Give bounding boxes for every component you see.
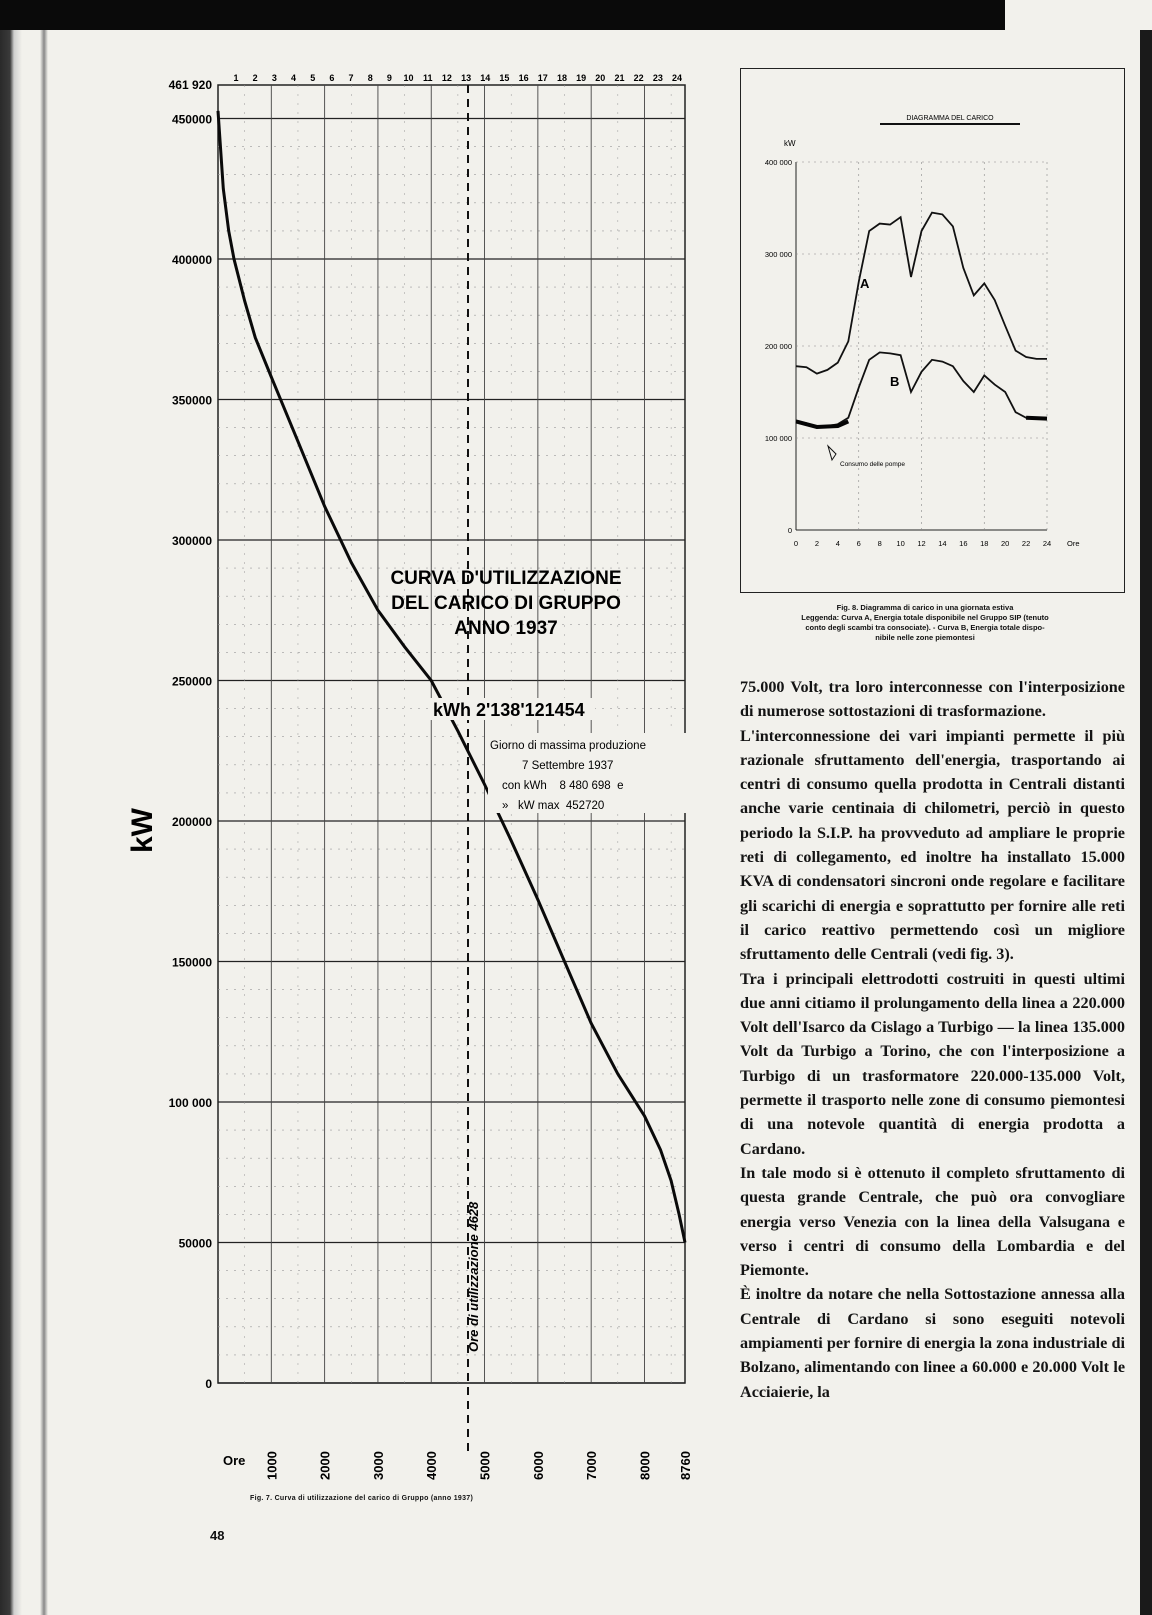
fig7-y-tick-label: 450000 — [171, 112, 212, 127]
fig7-x-tick-label: 8760 — [678, 1451, 693, 1480]
fig7-max-day-line-1: Giorno di massima produzione — [490, 740, 646, 752]
scan-right-border — [1140, 30, 1152, 1615]
fig7-x-tick-label: 3000 — [370, 1451, 386, 1480]
fig7-x-tick-label: 1000 — [264, 1451, 280, 1480]
fig7-hour-tick: 4 — [291, 73, 297, 83]
fig7-max-day-line-4: » kW max 452720 — [502, 800, 605, 812]
fig7-y-tick-label: 50000 — [178, 1236, 212, 1251]
fig7-y-tick-label: 150000 — [171, 955, 212, 970]
fig7-y-max-label: 461 920 — [168, 78, 212, 92]
paragraph: È inoltre da notare che nella Sottostazione annessa alla Centrale di Cardano si sono eseguiti notevoli ampiamenti per fornire di energia la zona industriale di Bolzano, alimentando con linee a 60.000 e 20.000 Volt le Acciaierie, la — [740, 1285, 1125, 1401]
fig7-hour-tick: 13 — [461, 73, 472, 83]
fig8-caption — [735, 603, 1115, 643]
fig8-caption-line-4: nibile nelle zone piemontesi — [875, 633, 975, 642]
fig7-hour-tick: 2 — [252, 73, 258, 83]
fig7-hour-tick: 10 — [403, 73, 414, 83]
fig8-title: DIAGRAMMA DEL CARICO — [906, 115, 994, 122]
fig7-hour-tick: 3 — [271, 73, 277, 83]
paragraph: Tra i principali elettrodotti costruiti in questi ultimi due anni citiamo il prolungamento della linea a 220.000 Volt dell'Isarco da Cislago a Turbigo — la linea 135.000 Volt da Turbigo a Torino, che con l'interposizione a Turbigo di un trasformatore 220.000-135.000 Volt, permette il trasporto nelle zone di consumo piemontesi di una notevole quantità di energia prodotta a Cardano. — [740, 969, 1125, 1158]
fig7-x-tick-label: 8000 — [637, 1451, 653, 1480]
fig7-title-line-2: DEL CARICO DI GRUPPO — [391, 593, 621, 614]
scan-left-binding — [0, 30, 70, 1615]
fig7-hour-tick: 14 — [480, 73, 491, 83]
fig8-x-tick-label: 18 — [980, 539, 989, 548]
fig8-daily-load-chart — [740, 68, 1125, 593]
fig7-title — [390, 568, 621, 639]
fig8-x-tick-label: 8 — [877, 539, 882, 548]
fig7-hour-tick: 17 — [537, 73, 548, 83]
fig7-hour-tick: 1 — [233, 73, 239, 83]
fig8-y-tick-label: 100 000 — [764, 434, 792, 443]
fig7-load-curve — [218, 111, 685, 1243]
scan-top-border — [0, 0, 1005, 30]
fig7-hour-tick: 9 — [386, 73, 392, 83]
fig7-hour-tick: 20 — [595, 73, 606, 83]
paragraph: In tale modo si è ottenuto il completo sfruttamento di questa grande Centrale, che può ora convogliare energia verso Venezia con la linea della Valsugana e verso i centri di consumo della Lombardia e del Piemonte. — [740, 1163, 1125, 1280]
fig8-x-tick-label: 4 — [835, 539, 840, 548]
fig7-hour-tick: 23 — [652, 73, 663, 83]
fig8-caption-line-1: Fig. 8. Diagramma di carico in una giornata estiva — [836, 603, 1014, 612]
article-text-column — [740, 675, 1125, 1404]
fig8-x-tick-label: 20 — [1000, 539, 1010, 548]
fig7-y-tick-label: 200000 — [171, 814, 212, 829]
fig8-x-tick-label: 24 — [1042, 539, 1052, 548]
fig8-label-a: A — [860, 276, 870, 291]
fig8-label-b: B — [890, 374, 900, 389]
fig8-x-unit: Ore — [1067, 539, 1080, 548]
page-number: 48 — [210, 1528, 225, 1543]
fig7-title-line-1: CURVA D'UTILIZZAZIONE — [390, 568, 622, 589]
fig7-y-tick-label: 250000 — [171, 674, 212, 689]
fig8-x-tick-label: 0 — [793, 539, 799, 548]
fig8-pump-arrow-icon — [828, 446, 836, 460]
fig7-hour-tick: 24 — [671, 73, 683, 83]
fig7-caption: Fig. 7. Curva di utilizzazione del carico di Gruppo (anno 1937) — [250, 1495, 474, 1502]
fig8-x-tick-label: 2 — [814, 539, 820, 548]
fig8-x-tick-label: 22 — [1021, 539, 1031, 548]
fig7-utilization-hours-label: Ore di utilizzazione 4628 — [466, 1201, 481, 1352]
fig7-hour-tick: 11 — [422, 73, 433, 83]
fig7-y-tick-label: 100 000 — [168, 1095, 212, 1110]
fig8-pump-consumption-line — [796, 418, 1047, 427]
fig7-x-tick-label: 7000 — [584, 1451, 600, 1480]
fig7-x-tick-label: 2000 — [317, 1451, 333, 1480]
fig7-hour-tick: 15 — [499, 73, 510, 83]
fig8-pump-label: Consumo delle pompe — [840, 461, 906, 468]
fig7-utilization-curve-chart — [126, 65, 720, 1505]
fig7-max-day-line-3: con kWh 8 480 698 e — [502, 780, 624, 792]
fig8-y-tick-label: 0 — [787, 526, 792, 535]
fig7-hour-tick: 8 — [367, 73, 373, 83]
fig7-x-tick-label: 4000 — [424, 1451, 440, 1480]
fig8-y-tick-label: 200 000 — [764, 342, 792, 351]
fig7-hour-tick: 19 — [576, 73, 587, 83]
fig7-hour-tick: 22 — [633, 73, 644, 83]
fig7-hour-tick: 18 — [556, 73, 567, 83]
paragraph: 75.000 Volt, tra loro interconnesse con l'interposizione di numerose sottostazioni di trasformazione. — [740, 678, 1125, 721]
fig8-x-tick-label: 12 — [917, 539, 926, 548]
fig8-y-tick-label: 400 000 — [764, 158, 792, 167]
fig7-title-line-3: ANNO 1937 — [454, 618, 558, 639]
fig7-x-tick-label: 5000 — [477, 1451, 493, 1480]
fig7-y-tick-label: 0 — [205, 1377, 212, 1391]
fig7-hour-tick: 5 — [310, 73, 316, 83]
fig7-hour-tick: 7 — [348, 73, 354, 83]
fig8-caption-line-2: Leggenda: Curva A, Energia totale disponibile nel Gruppo SIP (tenuto — [801, 613, 1049, 622]
fig8-x-tick-label: 10 — [896, 539, 905, 548]
fig7-total-energy: kWh 2'138'121454 — [433, 700, 585, 720]
fig7-y-tick-label: 300000 — [171, 533, 212, 548]
fig7-y-axis-label: kW — [126, 808, 159, 853]
fig8-x-tick-label: 14 — [938, 539, 947, 548]
fig8-x-tick-label: 16 — [959, 539, 968, 548]
fig7-y-tick-label: 400000 — [171, 252, 212, 267]
fig8-unit: kW — [784, 139, 796, 148]
fig7-hour-tick: 21 — [614, 73, 625, 83]
fig8-caption-line-3: conto degli scambi tra consociate). - Curva B, Energia totale dispo- — [805, 623, 1045, 632]
fig7-hour-tick: 12 — [441, 73, 452, 83]
fig8-y-tick-label: 300 000 — [764, 250, 792, 259]
fig8-x-tick-label: 6 — [856, 539, 861, 548]
fig7-x-axis-label: Ore — [223, 1453, 246, 1468]
fig7-hour-tick: 16 — [518, 73, 529, 83]
fig7-hour-tick: 6 — [329, 73, 335, 83]
paragraph: L'interconnessione dei vari impianti permette il più razionale sfruttamento dell'energia, trasportando ai centri di consumo quella prodotta in Centrali distanti anche varie centinaia di chilometri, perciò in questo periodo la S.I.P. ha provveduto ad ampliare le proprie reti di collegamento, ed inoltre ha installato 15.000 KVA di condensatori sincroni onde regolare e facilitare gli scarichi di energia e soprattutto per fornire alle reti il carico reattivo permettendo così un migliore sfruttamento delle Centrali (vedi fig. 3). — [740, 726, 1125, 964]
fig7-y-tick-label: 350000 — [171, 393, 212, 408]
fig7-max-day-line-2: 7 Settembre 1937 — [522, 760, 614, 772]
fig7-x-tick-label: 6000 — [530, 1451, 546, 1480]
